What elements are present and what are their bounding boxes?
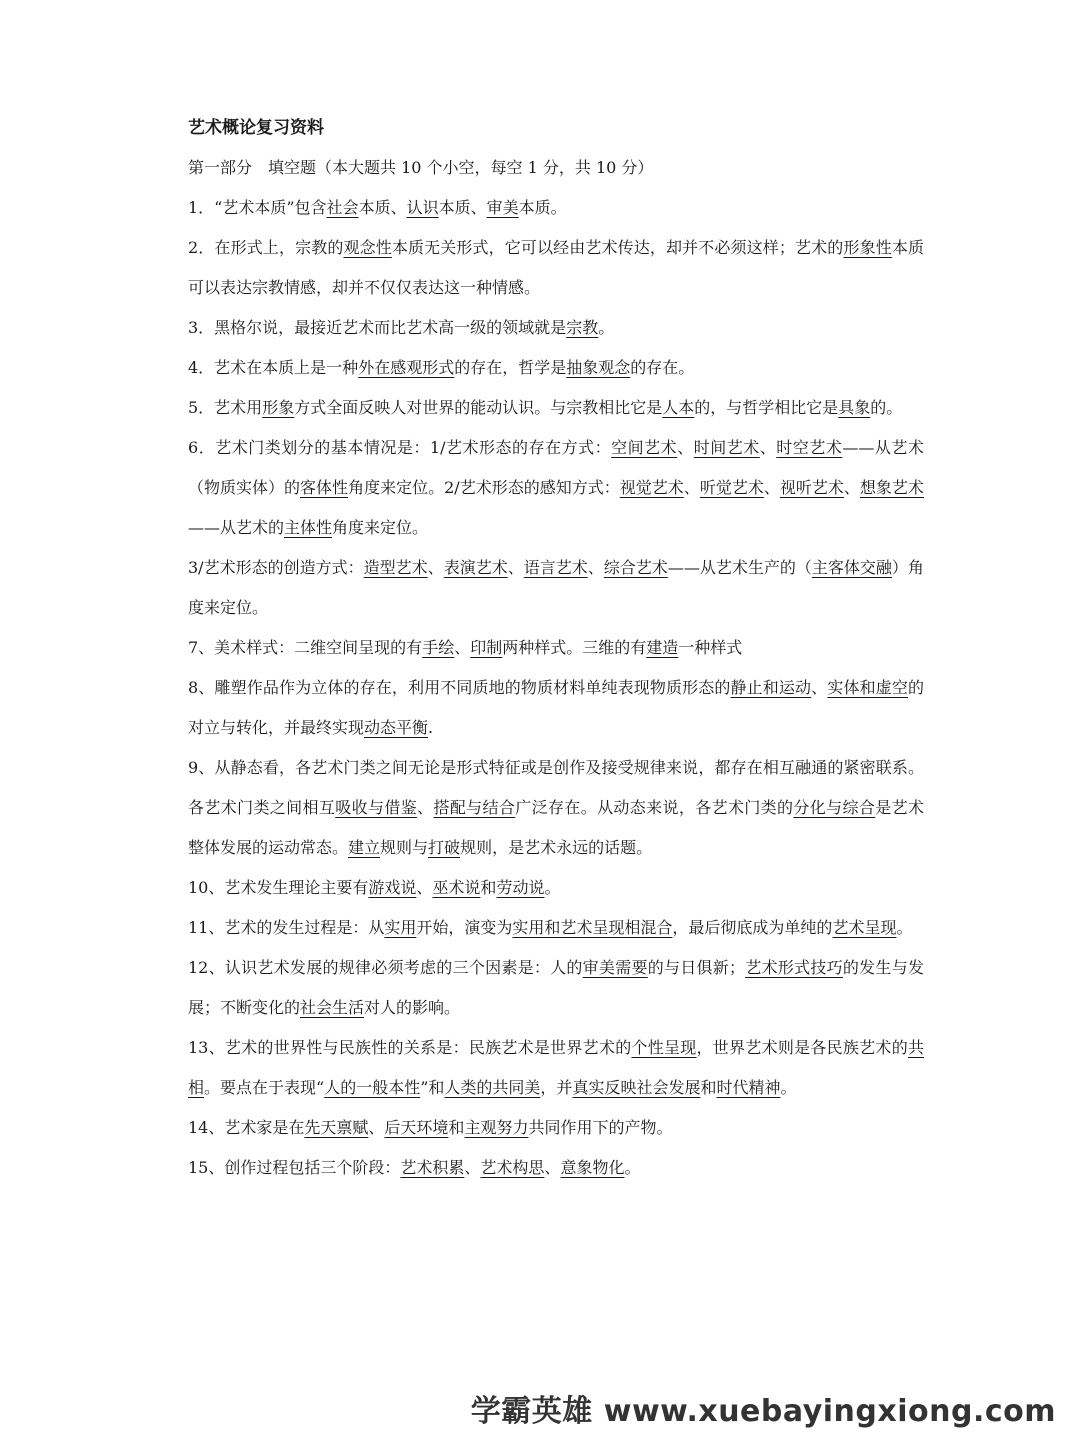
question-text: 7、美术样式：二维空间呈现的有 (188, 638, 423, 657)
question-text: 、 (544, 1158, 561, 1177)
question-text: 8、雕塑作品作为立体的存在，利用不同质地的物质材料单纯表现物质形态的 (188, 678, 731, 697)
question-text: 3/艺术形态的创造方式： (188, 558, 364, 577)
question-text: 和 (448, 1118, 465, 1137)
question-text: 。 (544, 878, 561, 897)
question-text: 、 (368, 1118, 385, 1137)
answer-blank: 个性呈现 (631, 1038, 697, 1057)
answer-blank: 审美 (486, 198, 519, 217)
answer-blank: 外在感观形式 (358, 358, 455, 377)
question-item (188, 308, 924, 348)
question-text: 1．“艺术本质”包含 (188, 198, 327, 217)
answer-blank: 打破 (428, 838, 461, 857)
answer-blank: 人本 (662, 398, 695, 417)
answer-blank: 建立 (348, 838, 381, 857)
answer-blank: 时空艺术 (776, 438, 843, 457)
question-text: 开始，演变为 (416, 918, 513, 937)
answer-blank: 静止和运动 (730, 678, 812, 697)
question-item (188, 908, 924, 948)
answer-blank: 具象 (838, 398, 871, 417)
question-text: 。要点在于表现“ (204, 1078, 325, 1097)
question-item (188, 948, 924, 1028)
question-text: 的存在，哲学是 (454, 358, 567, 377)
answer-blank: 宗教 (566, 318, 599, 337)
answer-blank: 综合艺术 (603, 558, 668, 577)
question-text: 5．艺术用 (188, 398, 263, 417)
question-text: 对人的影响。 (364, 998, 461, 1017)
question-text: 本质、 (438, 198, 487, 217)
question-text: 、 (811, 678, 828, 697)
watermark-logo: 学霸英雄 www.xuebayingxiong.com (470, 1394, 1056, 1429)
question-text: ——从艺术的 (188, 518, 285, 537)
question-text: 。 (780, 1078, 797, 1097)
question-text: 本质、 (358, 198, 407, 217)
answer-blank: 语言艺术 (523, 558, 588, 577)
answer-blank: 认识 (406, 198, 439, 217)
answer-blank: 审美需要 (582, 958, 648, 977)
answer-blank: 形象 (262, 398, 295, 417)
answer-blank: 巫术说 (432, 878, 481, 897)
question-text: ，最后彻底成为单纯的 (672, 918, 833, 937)
answer-blank: 表演艺术 (443, 558, 508, 577)
question-text: 、 (464, 1158, 481, 1177)
question-item (188, 1028, 924, 1108)
answer-blank: 艺术形式技巧 (745, 958, 843, 977)
document-body (188, 108, 924, 1188)
question-text: 广泛存在。从动态来说，各艺术门类的 (515, 798, 794, 817)
question-text: 15、创作过程包括三个阶段： (188, 1158, 401, 1177)
answer-blank: 视觉艺术 (619, 478, 684, 497)
answer-blank: 主体性 (284, 518, 333, 537)
answer-blank: 视听艺术 (779, 478, 844, 497)
question-text: ——从艺术生产的（ (667, 558, 812, 577)
answer-blank: 吸收与借鉴 (335, 798, 418, 817)
answer-blank: 实体和虚空 (827, 678, 908, 697)
question-text: 、 (763, 478, 780, 497)
question-text: 的，与哲学相比它是 (694, 398, 839, 417)
question-text: 角度来定位。 (332, 518, 429, 537)
answer-blank: 后天环境 (384, 1118, 449, 1137)
answer-blank: 游戏说 (368, 878, 417, 897)
question-text: 。 (624, 1158, 641, 1177)
question-text: 13、艺术的世界性与民族性的关系是：民族艺术是世界艺术的 (188, 1038, 632, 1057)
question-text: 本质。 (518, 198, 567, 217)
question-text: 。 (896, 918, 913, 937)
question-text: 角度来定位。2/艺术形态的感知方式： (348, 478, 620, 497)
answer-blank: 人的一般本性 (324, 1078, 421, 1097)
question-text: 和 (700, 1078, 717, 1097)
answer-blank: 人类的共同美 (444, 1078, 541, 1097)
question-text: 两种样式。三维的有 (502, 638, 647, 657)
question-item (188, 748, 924, 868)
answer-blank: 搭配与结合 (433, 798, 516, 817)
question-item (188, 348, 924, 388)
document-title: 艺术概论复习资料 (188, 118, 324, 138)
question-item (188, 1108, 924, 1148)
question-text: 9、从静态看，各艺术门类之间无论是形式特征或是创作及接受规律来说，都存在相互融通的紧密联系。各艺术门类之间相互 (188, 758, 924, 817)
question-text: 、 (677, 438, 694, 457)
question-text: 的对立与转化，并最终实现 (188, 678, 924, 737)
answer-blank: 分化与综合 (793, 798, 876, 817)
question-text: 12、认识艺术发展的规律必须考虑的三个因素是：人的 (188, 958, 583, 977)
question-text: . (428, 718, 434, 737)
question-text: 。 (598, 318, 615, 337)
question-text: 14、艺术家是在 (188, 1118, 305, 1137)
question-text: ，世界艺术则是各民族艺术的 (696, 1038, 908, 1057)
answer-blank: 社会生活 (300, 998, 365, 1017)
question-text: 2．在形式上，宗教的 (188, 238, 344, 257)
question-text: 6．艺术门类划分的基本情况是：1/艺术形态的存在方式： (188, 438, 612, 457)
question-item (188, 668, 924, 748)
answer-blank: 艺术积累 (400, 1158, 465, 1177)
question-item (188, 228, 924, 308)
answer-blank: 形象性 (843, 238, 892, 257)
answer-blank: 抽象观念 (566, 358, 631, 377)
answer-blank: 建造 (646, 638, 679, 657)
question-text: 规则，是艺术永远的话题。 (460, 838, 653, 857)
answer-blank: 艺术呈现 (832, 918, 897, 937)
question-text: 3．黑格尔说，最接近艺术而比艺术高一级的领域就是 (188, 318, 567, 337)
question-text: 本质无关形式，它可以经由艺术传达，却并不必须这样；艺术的 (391, 238, 844, 257)
question-item (188, 548, 924, 628)
section-heading: 第一部分 填空题（本大题共 10 个小空，每空 1 分，共 10 分） (188, 158, 654, 177)
answer-blank: 意象物化 (560, 1158, 625, 1177)
question-text: 、 (759, 438, 777, 457)
question-text: 、 (427, 558, 444, 577)
question-text: 和 (480, 878, 497, 897)
answer-blank: 时代精神 (716, 1078, 781, 1097)
answer-blank: 主客体交融 (811, 558, 892, 577)
question-text: 、 (587, 558, 604, 577)
question-text: 、 (416, 878, 433, 897)
question-text: ——从艺术（物质实体）的 (188, 438, 924, 497)
question-item (188, 1148, 924, 1188)
question-text: 的。 (870, 398, 903, 417)
question-text: 4．艺术在本质上是一种 (188, 358, 359, 377)
answer-blank: 听觉艺术 (699, 478, 764, 497)
answer-blank: 造型艺术 (363, 558, 428, 577)
answer-blank: 印制 (470, 638, 503, 657)
answer-blank: 劳动说 (496, 878, 545, 897)
question-text: 规则与 (380, 838, 429, 857)
question-item (188, 428, 924, 548)
question-item (188, 388, 924, 428)
question-text: 的发生与发展；不断变化的 (188, 958, 924, 1017)
question-text: 的与日俱新； (647, 958, 746, 977)
question-text: 、 (454, 638, 471, 657)
answer-blank: 动态平衡 (364, 718, 429, 737)
answer-blank: 先天禀赋 (304, 1118, 369, 1137)
question-item (188, 628, 924, 668)
question-text: 方式全面反映人对世界的能动认识。与宗教相比它是 (294, 398, 663, 417)
question-text: 11、艺术的发生过程是：从 (188, 918, 385, 937)
question-text: 一种样式 (678, 638, 743, 657)
answer-blank: 想象艺术 (859, 478, 924, 497)
answer-blank: 时间艺术 (693, 438, 760, 457)
question-item (188, 188, 924, 228)
answer-blank: 观念性 (343, 238, 392, 257)
question-text: ，并 (540, 1078, 573, 1097)
answer-blank: 社会 (326, 198, 359, 217)
answer-blank: 客体性 (300, 478, 349, 497)
answer-blank: 艺术构思 (480, 1158, 545, 1177)
question-text: 10、艺术发生理论主要有 (188, 878, 369, 897)
question-text: ）角度来定位。 (188, 558, 924, 617)
question-text: 是艺术整体发展的运动常态。 (188, 798, 924, 857)
answer-blank: 主观努力 (464, 1118, 529, 1137)
question-text: 、 (843, 478, 860, 497)
answer-blank: 手绘 (422, 638, 455, 657)
question-list (188, 188, 924, 1188)
question-text: ”和 (420, 1078, 445, 1097)
question-item (188, 868, 924, 908)
question-text: 、 (507, 558, 524, 577)
answer-blank: 实用 (384, 918, 417, 937)
question-text: 、 (417, 798, 434, 817)
answer-blank: 共相 (188, 1038, 924, 1097)
answer-blank: 空间艺术 (611, 438, 678, 457)
question-text: 本质可以表达宗教情感，却并不仅仅表达这一种情感。 (188, 238, 924, 297)
question-text: 共同作用下的产物。 (528, 1118, 673, 1137)
question-text: 、 (683, 478, 700, 497)
question-text: 的存在。 (630, 358, 695, 377)
answer-blank: 实用和艺术呈现相混合 (512, 918, 673, 937)
answer-blank: 真实反映社会发展 (572, 1078, 701, 1097)
